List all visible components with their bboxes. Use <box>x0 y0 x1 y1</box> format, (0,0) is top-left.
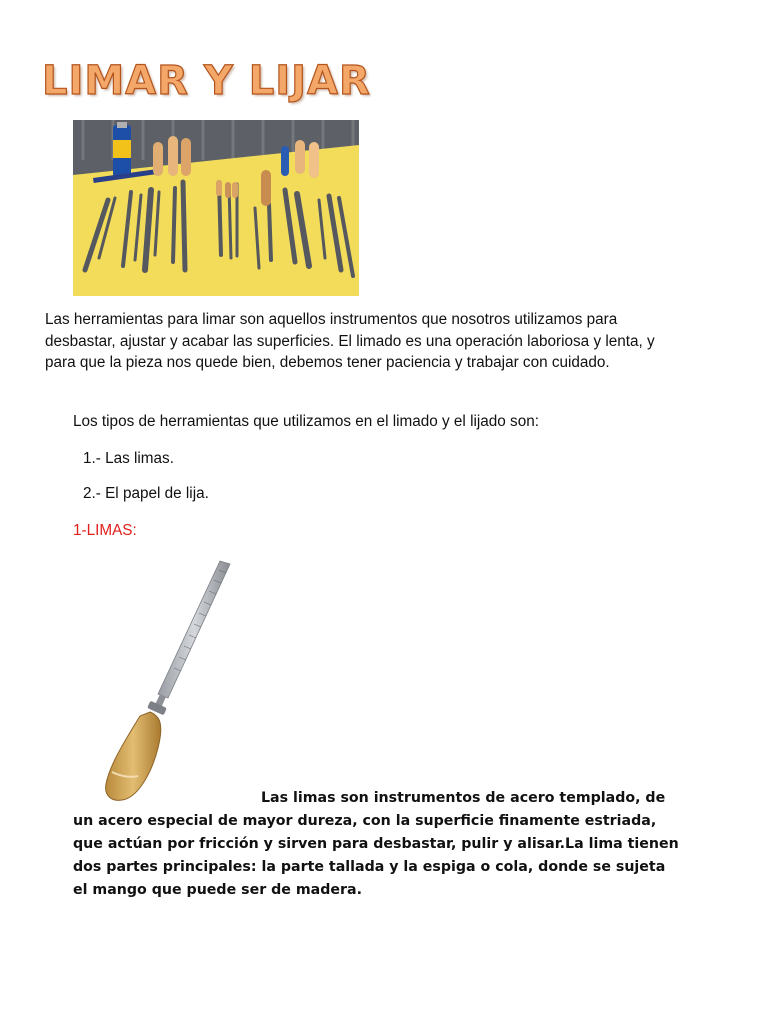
document-title: LIMAR Y LIJAR <box>42 58 371 104</box>
limas-description <box>73 787 683 902</box>
section-heading-limas: 1-LIMAS: <box>73 522 137 539</box>
list-item: 1.- Las limas. <box>83 450 174 467</box>
intro-paragraph: Las herramientas para limar son aquellos instrumentos que nosotros utilizamos para desbastar, ajustar y acabar las superficies. El limado es una operación laboriosa y lenta, y para que la pieza nos quede bien, debemos tener paciencia y trabajar con cuidado. <box>45 311 655 372</box>
file-tool-photo <box>98 558 263 808</box>
list-item: 2.- El papel de lija. <box>83 485 209 502</box>
limas-description-text: Las limas son instrumentos de acero templado, de un acero especial de mayor dureza, con la superficie finamente estriada, que actúan por fricción y sirven para desbastar, pulir y alisar.La lima tienen dos partes principales: la parte tallada y la espiga o cola, donde se sujeta el mango que puede ser de madera. <box>73 790 679 898</box>
types-intro-text: Los tipos de herramientas que utilizamos en el limado y el lijado son: <box>73 413 539 430</box>
files-set-photo <box>73 120 359 296</box>
